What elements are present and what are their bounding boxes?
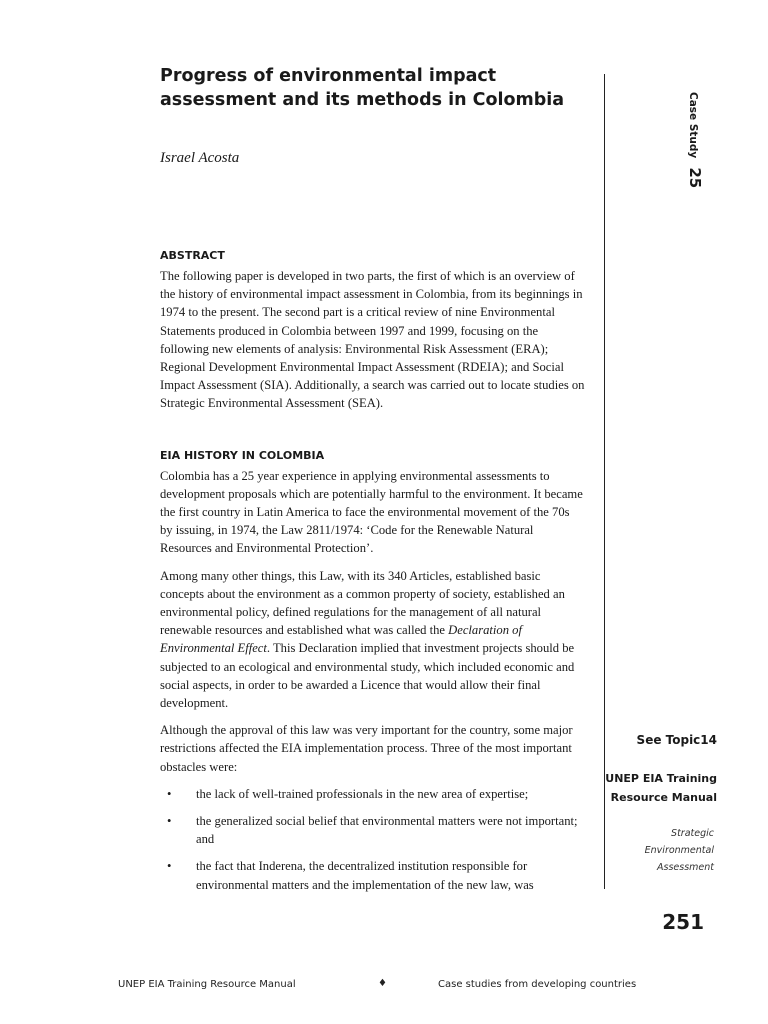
history-p2-after: . This Declaration implied that investment projects should be subjected to an ecological and environmental study, which included economic and social aspects, in order to be awarded a Licence that would allow their final development. [160, 641, 575, 711]
bullet-icon: • [167, 859, 172, 874]
see-topic-reference: See Topic14 [636, 733, 717, 747]
bullet-icon: • [167, 814, 172, 829]
author-name: Israel Acosta [160, 150, 240, 166]
bullet-icon: • [167, 786, 172, 801]
list-item [160, 785, 585, 803]
manual-line-1: UNEP EIA Training [605, 772, 717, 785]
main-body [160, 248, 585, 903]
footer-left: UNEP EIA Training Resource Manual [118, 979, 296, 990]
manual-line-2: Resource Manual [610, 791, 717, 804]
section-spacer [160, 422, 585, 448]
obstacles-list [160, 785, 585, 894]
history-paragraph-3: Although the approval of this law was very important for the country, some major restrictions affected the EIA implementation process. Three of the most important obstacles were: [160, 723, 573, 774]
page-title: Progress of environmental impact assessment and its methods in Colombia [160, 66, 565, 110]
vertical-rule [604, 74, 605, 889]
history-paragraph-1: Colombia has a 25 year experience in applying environmental assessments to development proposals which are potentially harmful to the environment. It became the first country in Latin America to face the environmental movement of the 70s by issuing, in 1974, the Law 2811/1974: ‘Code for the Renewable Natural Resources and Environmental Protection’. [160, 468, 583, 556]
history-p2-italic: Declaration of Environmental Effect [160, 623, 522, 656]
sidebar-manual-title [605, 769, 717, 807]
history-p2-before: Among many other things, this Law, with its 340 Articles, established basic concepts about the environment as a common property of society, established an environmental policy, defined regulations for the management of all natural renewable resources and established what was called the [160, 568, 565, 638]
history-paragraph-2 [160, 567, 585, 713]
case-study-text: Case Study [687, 92, 699, 159]
footer-diamond-icon: ♦ [378, 978, 387, 989]
list-item-text: the generalized social belief that environmental matters were not important; and [196, 814, 578, 847]
sidebar-topic [645, 825, 714, 876]
abstract-heading: ABSTRACT [160, 249, 225, 262]
list-item-text: the fact that Inderena, the decentralized institution responsible for environmental matters and the implementation of the new law, was [196, 859, 534, 892]
list-item-text: the lack of well-trained professionals in the new area of expertise; [196, 786, 529, 801]
topic-line-1: Strategic [671, 828, 714, 839]
topic-line-2: Environmental [644, 845, 714, 856]
case-study-number: 25 [686, 167, 704, 189]
list-item [160, 812, 585, 848]
topic-line-3: Assessment [657, 862, 714, 873]
case-study-label [686, 92, 705, 188]
list-item [160, 857, 585, 893]
history-heading: EIA HISTORY IN COLOMBIA [160, 448, 325, 462]
footer-right: Case studies from developing countries [438, 979, 637, 990]
page-number: 251 [662, 910, 704, 934]
abstract-text: The following paper is developed in two parts, the first of which is an overview of the history of environmental impact assessment in Colombia, from its beginnings in 1974 to the present. The second part is a critical review of nine Environmental Statements produced in Colombia between 1997 and 1999, focusing on the following new elements of analysis: Environmental Risk Assessment (ERA); Regional Development Environmental Impact Assessment (RDEIA); and Social Impact Assessment (SIA). Additionally, a search was carried out to locate studies on Strategic Environmental Assessment (SEA). [160, 269, 585, 411]
